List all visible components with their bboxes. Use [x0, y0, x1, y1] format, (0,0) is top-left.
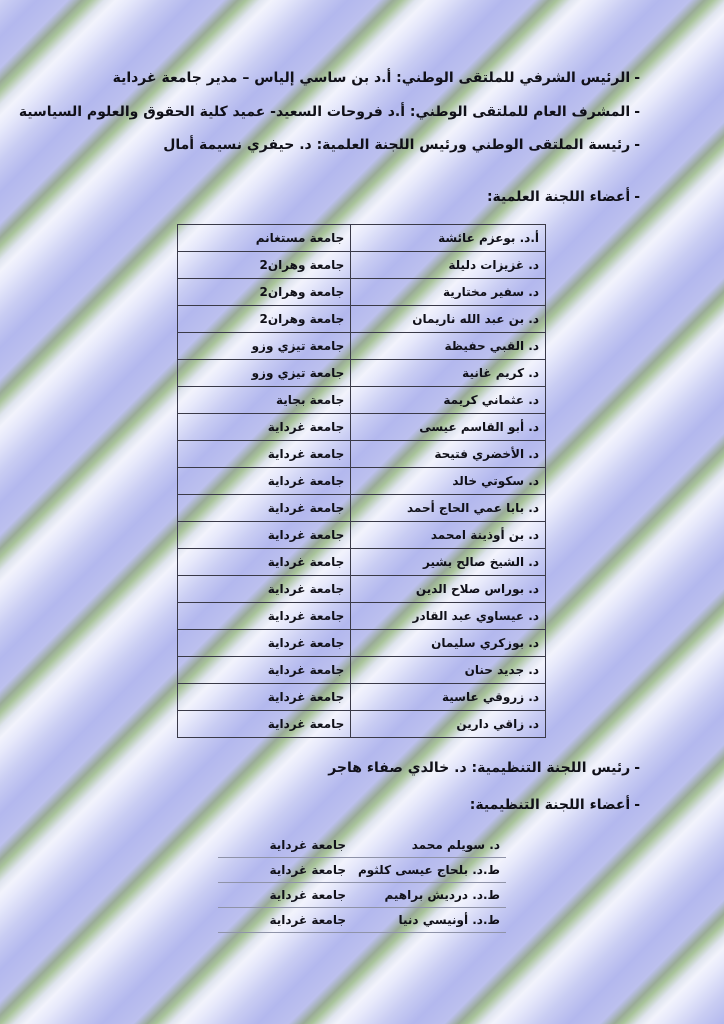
organizing-committee-heading-text: أعضاء اللجنة التنظيمية:: [469, 797, 631, 813]
table-row: [178, 630, 546, 657]
table-row: [178, 279, 546, 306]
table-row: [178, 576, 546, 603]
member-name: د. جديد حنان: [351, 657, 546, 684]
table-row: [178, 684, 546, 711]
member-name: د. عيساوي عبد القادر: [351, 603, 546, 630]
table-row: [178, 711, 546, 738]
table-row: [178, 387, 546, 414]
organizing-committee-head-text: رئيس اللجنة التنظيمية: د. خالدي صفاء هاجر: [328, 760, 631, 776]
bullet-dash: -: [634, 104, 640, 120]
table-row: [178, 657, 546, 684]
organizing-committee-head-line: [328, 760, 640, 776]
table-row: [178, 306, 546, 333]
member-name: د. بوراس صلاح الدين: [351, 576, 546, 603]
table-row: [178, 468, 546, 495]
member-name: د. زروقي عاسية: [351, 684, 546, 711]
member-name: د. الشيخ صالح بشير: [351, 549, 546, 576]
member-name: د. بابا عمي الحاج أحمد: [351, 495, 546, 522]
scientific-committee-heading: [487, 189, 640, 205]
table-row: [178, 360, 546, 387]
table-row: [218, 908, 506, 933]
member-university: جامعة بجاية: [178, 387, 351, 414]
member-name: د. زاقي دارين: [351, 711, 546, 738]
table-row: [178, 603, 546, 630]
table-row: [178, 549, 546, 576]
member-university: جامعة غرداية: [178, 603, 351, 630]
member-university: جامعة غرداية: [178, 576, 351, 603]
member-university: جامعة غرداية: [178, 657, 351, 684]
member-name: د. أبو القاسم عيسى: [351, 414, 546, 441]
member-university: جامعة غرداية: [178, 630, 351, 657]
member-name: د. غزيزات دليلة: [351, 252, 546, 279]
table-row: [178, 414, 546, 441]
general-supervisor-text: المشرف العام للملتقى الوطني: أ.د فروحات السعيد- عميد كلية الحقوق والعلوم السياسية: [18, 104, 631, 120]
general-supervisor-line: [19, 104, 640, 120]
bullet-dash: -: [634, 137, 640, 153]
member-university: جامعة غرداية: [178, 684, 351, 711]
member-university: جامعة غرداية: [178, 549, 351, 576]
conference-president-line: [163, 137, 640, 153]
member-name: د. بن عبد الله ناريمان: [351, 306, 546, 333]
member-university: جامعة غرداية: [218, 833, 352, 858]
table-row: [218, 883, 506, 908]
scientific-committee-table: [177, 224, 546, 738]
bullet-dash: -: [634, 797, 640, 813]
bullet-dash: -: [634, 189, 640, 205]
member-name: د. عثماني كريمة: [351, 387, 546, 414]
member-university: جامعة مستغانم: [178, 225, 351, 252]
member-university: جامعة غرداية: [178, 495, 351, 522]
member-university: جامعة غرداية: [178, 441, 351, 468]
table-row: [218, 858, 506, 883]
table-row: [178, 252, 546, 279]
bullet-dash: -: [634, 70, 640, 86]
member-name: د. بوزكري سليمان: [351, 630, 546, 657]
member-name: ط.د. درديش براهيم: [352, 883, 506, 908]
member-name: د. القبي حفيظة: [351, 333, 546, 360]
organizing-committee-heading: [470, 797, 640, 813]
member-university: جامعة غرداية: [178, 522, 351, 549]
member-university: جامعة تيزي وزو: [178, 360, 351, 387]
member-name: د. كريم غانية: [351, 360, 546, 387]
conference-president-text: رئيسة الملتقى الوطني ورئيس اللجنة العلمية: د. حيفري نسيمة أمال: [163, 137, 631, 153]
member-university: جامعة وهران2: [178, 252, 351, 279]
member-university: جامعة وهران2: [178, 279, 351, 306]
member-name: ط.د. بلحاج عيسى كلثوم: [352, 858, 506, 883]
scientific-committee-heading-text: أعضاء اللجنة العلمية:: [486, 189, 631, 205]
member-name: د. بن أوذينة امحمد: [351, 522, 546, 549]
table-row: [178, 333, 546, 360]
organizing-committee-table: [218, 833, 506, 933]
table-row: [178, 522, 546, 549]
table-row: [218, 833, 506, 858]
member-university: جامعة غرداية: [218, 883, 352, 908]
member-university: جامعة غرداية: [178, 414, 351, 441]
member-name: د. الأخضري فتيحة: [351, 441, 546, 468]
member-university: جامعة غرداية: [178, 711, 351, 738]
member-university: جامعة غرداية: [218, 908, 352, 933]
member-university: جامعة تيزي وزو: [178, 333, 351, 360]
member-name: ط.د. أونيسي دنيا: [352, 908, 506, 933]
member-name: د. سكوتي خالد: [351, 468, 546, 495]
member-university: جامعة غرداية: [178, 468, 351, 495]
honorary-president-line: [113, 70, 640, 86]
member-name: أ.د. بوعزم عائشة: [351, 225, 546, 252]
member-university: جامعة وهران2: [178, 306, 351, 333]
table-row: [178, 225, 546, 252]
honorary-president-text: الرئيس الشرفي للملتقى الوطني: أ.د بن ساسي إلياس – مدير جامعة غرداية: [112, 70, 631, 86]
member-name: د. سويلم محمد: [352, 833, 506, 858]
table-row: [178, 495, 546, 522]
table-row: [178, 441, 546, 468]
bullet-dash: -: [634, 760, 640, 776]
member-name: د. سفير مختارية: [351, 279, 546, 306]
member-university: جامعة غرداية: [218, 858, 352, 883]
